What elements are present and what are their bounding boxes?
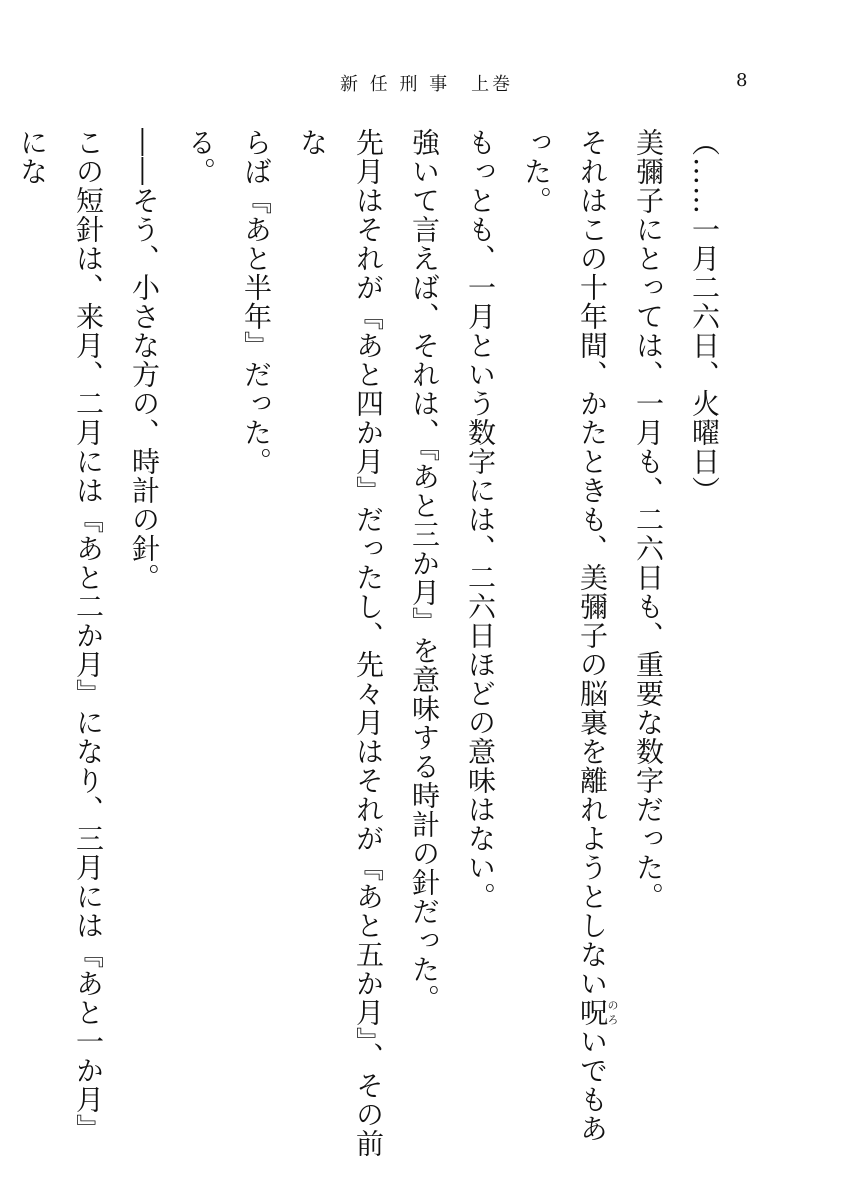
text-line: る。 xyxy=(184,128,217,186)
text-line: 先月はそれが『あと四か月』だったし、先々月はそれが『あと五か月』、その前な xyxy=(296,128,385,1158)
text-line: 美彌子にとっては、一月も、二六日も、重要な数字だった。 xyxy=(632,128,665,911)
text-line: （……一月二六日、火曜日） xyxy=(688,128,721,505)
ruby-word xyxy=(576,998,619,1027)
text-line: らば『あと半年』だった。 xyxy=(240,128,273,476)
text-line: この短針は、来月、二月には『あと二か月』になり、三月には『あと一か月』にな xyxy=(16,128,105,1143)
page-header xyxy=(0,70,841,100)
page-number: 8 xyxy=(736,70,748,91)
ruby-reading: のろ xyxy=(606,998,619,1027)
ruby-base: 呪 xyxy=(576,998,609,1027)
book-title: 新 任 刑 事 上巻 xyxy=(340,74,514,95)
text-line: 強いて言えば、それは、『あと三か月』を意味する時計の針だった。 xyxy=(408,128,441,1013)
body-text xyxy=(16,128,732,1168)
text-line: ――そう、小さな方の、時計の針。 xyxy=(128,128,161,592)
ruby-line-before: それはこの十年間、かたときも、美彌子の脳裏を離れようとしない xyxy=(576,128,609,998)
text-line: もっとも、一月という数字には、二六日ほどの意味はない。 xyxy=(464,128,497,911)
text-line xyxy=(0,128,4,1168)
text-line-with-ruby xyxy=(508,128,620,1168)
ruby-line-after: いでもあった。 xyxy=(520,128,609,1143)
